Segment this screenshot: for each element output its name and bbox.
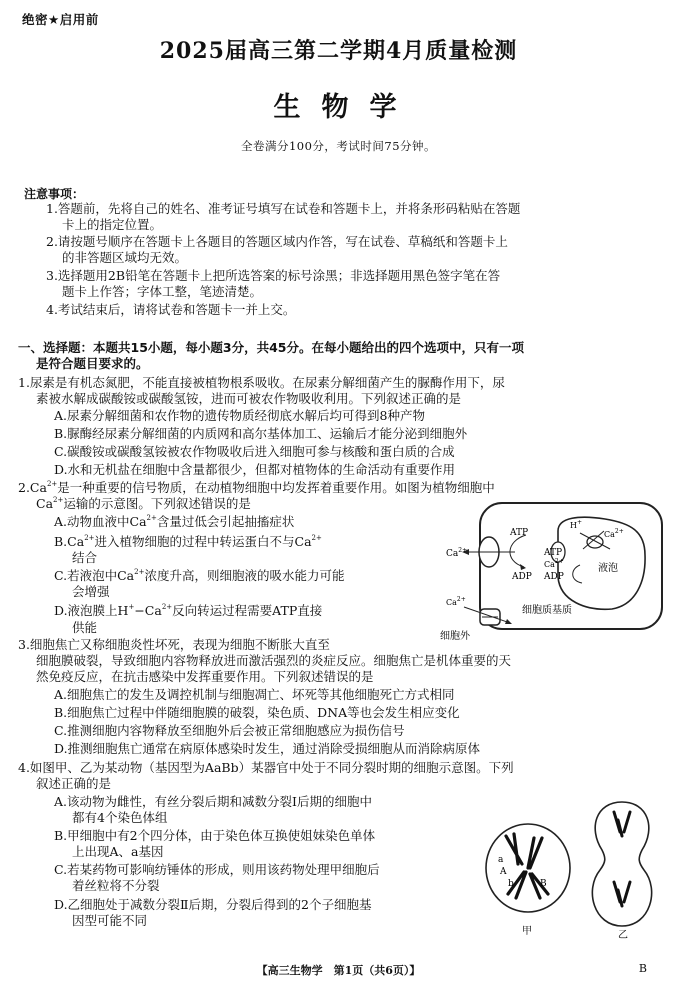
q3-stem-cont-2: 然免疫反应，在抗击感染中发挥重要作用。下列叙述错误的是 [36, 669, 374, 684]
cell-yi-chromosomes [614, 812, 630, 906]
paper-code: B [638, 962, 647, 975]
q4-option-a-cont: 都有4个染色体组 [72, 810, 168, 825]
notice-item-1: 1.答题前，先将自己的姓名、准考证号填写在试卷和答题卡上，并将条形码粘贴在答题 [46, 201, 521, 216]
q1-option-d: D.水和无机盐在细胞中含量都很少，但都对植物体的生命活动有重要作用 [54, 462, 456, 477]
vacuole-label: 液泡 [598, 563, 618, 574]
notice-item-3: 3.选择题用2B铅笔在答题卡上把所选答案的标号涂黑；非选择题用黑色签字笔在答 [46, 268, 501, 283]
outside-label: 细胞外 [440, 631, 470, 642]
arrow-head [505, 619, 512, 624]
ca-label-out: $Ca^{2+}$ [446, 547, 468, 559]
atp-label-2: ATP [544, 548, 563, 558]
gene-A-label: A [500, 867, 507, 877]
notice-item-2-cont: 的非答题区域均无效。 [62, 250, 188, 265]
q3-option-a: A.细胞焦亡的发生及调控机制与细胞凋亡、坏死等其他细胞死亡方式相同 [54, 687, 455, 702]
q4-stem-cont: 叙述正确的是 [36, 776, 112, 791]
notice-item-1-cont: 卡上的指定位置。 [62, 217, 163, 232]
q3-option-c: C.推测细胞内容物释放至细胞外后会被正常细胞感应为损伤信号 [54, 723, 405, 738]
subject-title: 生物学 [273, 92, 418, 123]
q4-option-a: A.该动物为雌性，有丝分裂后期和减数分裂Ⅰ后期的细胞中 [54, 794, 372, 809]
q4-option-c-cont: 着丝粒将不分裂 [72, 878, 160, 893]
chromosome-figure [478, 798, 668, 943]
q4-option-d: D.乙细胞处于减数分裂Ⅱ后期，分裂后得到的2个子细胞基 [54, 897, 372, 912]
adp-label-2: ADP [544, 572, 564, 582]
gene-B-label: B [540, 879, 547, 889]
h-label: H+ [570, 519, 583, 530]
q4-option-d-cont: 因型可能不同 [72, 913, 148, 928]
atp-arrow-2 [573, 565, 582, 583]
q2-option-a: A.动物血液中$Ca^{2+}$含量过低会引起抽搐症状 [54, 514, 295, 529]
section-heading: 一、选择题：本题共15小题，每小题3分，共45分。在每小题给出的四个选项中，只有一项 [18, 340, 524, 355]
adp-label-1: ADP [512, 572, 532, 582]
cytoplasm-label: 细胞质基质 [522, 605, 572, 616]
atp-arrow [510, 535, 526, 567]
q3-option-d: D.推测细胞焦亡通常在病原体感染时发生，通过消除受损细胞从而消除病原体 [54, 741, 481, 756]
atp-label-1: ATP [510, 528, 529, 538]
ca-label-vac: $Ca^{2+}$ [544, 558, 564, 569]
notice-heading: 注意事项： [24, 187, 85, 201]
q2-option-d-cont: 供能 [72, 620, 98, 635]
q2-stem-cont: $Ca^{2+}$运输的示意图。下列叙述错误的是 [36, 496, 251, 511]
q2-option-b: $B.Ca^{2+}$进入植物细胞的过程中转运蛋白不与$Ca^{2+}$ [54, 534, 322, 549]
arrow-head [520, 564, 526, 570]
notice-item-3-cont: 题卡上作答；字体工整，笔迹清楚。 [62, 284, 263, 299]
q2-option-c-cont: 会增强 [72, 584, 110, 599]
q3-stem-cont-1: 细胞膜破裂，导致细胞内容物释放进而激活强烈的炎症反应。细胞焦亡是机体重要的天 [36, 653, 512, 668]
q1-option-b: B.脲酶经尿素分解细菌的内质网和高尔基体加工、运输后才能分泌到细胞外 [54, 426, 468, 441]
q2-option-d: D.液泡膜上$H^+-Ca^{2+}$反向转运过程需要ATP直接 [54, 603, 323, 618]
q4-option-b-cont: 上出现A、a基因 [72, 844, 164, 859]
gene-b-label: b [508, 879, 514, 889]
q2-option-b-cont: 结合 [72, 550, 98, 565]
page-footer: 【高三生物学 第1页（共6页）】 [256, 964, 421, 977]
q3-option-b: B.细胞焦亡过程中伴随细胞膜的破裂，染色质、DNA等也会发生相应变化 [54, 705, 460, 720]
q4-stem: 4.如图甲、乙为某动物（基因型为AaBb）某器官中处于不同分裂时期的细胞示意图。下列 [18, 760, 514, 775]
q2-stem: $2.Ca^{2+}$是一种重要的信号物质，在动植物细胞中均发挥着重要作用。如图为植物细胞中 [18, 480, 495, 495]
notice-item-4: 4.考试结束后，请将试卷和答题卡一并上交。 [46, 302, 296, 317]
score-info: 全卷满分100分，考试时间75分钟。 [240, 139, 437, 153]
gene-a-label: a [498, 855, 504, 865]
q4-option-c: C.若某药物可影响纺锤体的形成，则用该药物处理甲细胞后 [54, 862, 380, 877]
q2-option-c: C.若液泡中$Ca^{2+}$浓度升高，则细胞液的吸水能力可能 [54, 568, 345, 583]
q3-stem: 3.细胞焦亡又称细胞炎性坏死，表现为细胞不断胀大直至 [18, 637, 330, 652]
exam-title: 2025届高三第二学期4月质量检测 [159, 38, 518, 64]
q1-stem: 1.尿素是有机态氮肥，不能直接被植物根系吸收。在尿素分解细菌产生的脲酶作用下，尿 [18, 375, 505, 390]
cell-yi-label: 乙 [618, 930, 628, 941]
section-heading-cont: 是符合题目要求的。 [36, 356, 149, 371]
ca-label-top: $Ca^{2+}$ [604, 528, 624, 539]
confidential-mark: 绝密★启用前 [22, 12, 99, 27]
ca-label-bottom: $Ca^{2+}$ [446, 596, 466, 607]
q1-stem-cont: 素被水解成碳酸铵或碳酸氢铵，进而可被农作物吸收利用。下列叙述正确的是 [36, 391, 462, 406]
q1-option-a: A.尿素分解细菌和农作物的遗传物质经彻底水解后均可得到8种产物 [54, 408, 425, 423]
notice-item-2: 2.请按题号顺序在答题卡上各题目的答题区域内作答，写在试卷、草稿纸和答题卡上 [46, 234, 508, 249]
cell-jia-label: 甲 [522, 926, 532, 937]
q1-option-c: C.碳酸铵或碳酸氢铵被农作物吸收后进入细胞可参与核酸和蛋白质的合成 [54, 444, 455, 459]
cell-transport-figure [440, 497, 666, 643]
q4-option-b: B.甲细胞中有2个四分体，由于染色体互换使姐妹染色单体 [54, 828, 376, 843]
